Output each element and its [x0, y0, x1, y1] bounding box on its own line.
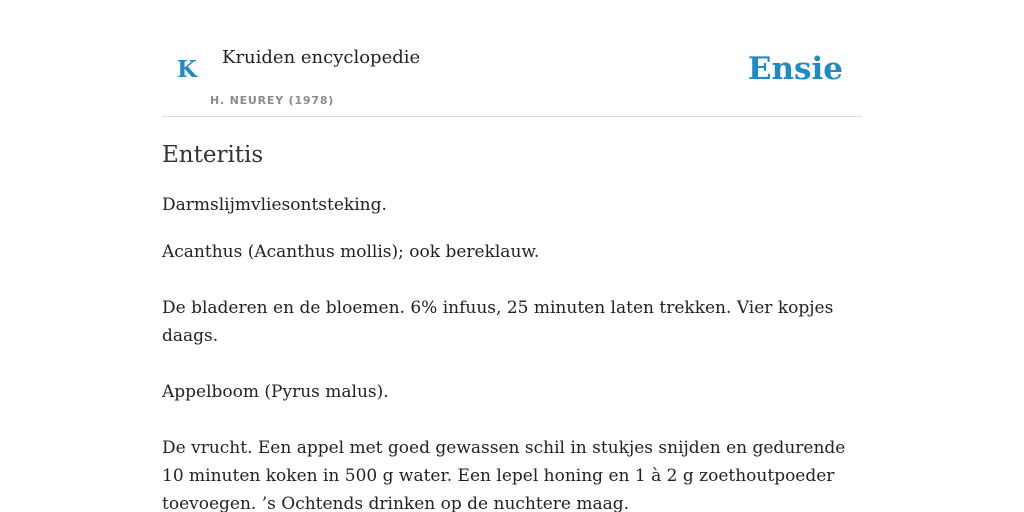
entry-content [162, 191, 862, 512]
book-letter-icon[interactable]: K [177, 56, 197, 83]
header [162, 0, 862, 117]
entry-definition: Darmslijmvliesontsteking. [162, 195, 387, 215]
book-title-link[interactable]: Kruiden encyclopedie [222, 47, 421, 68]
entry-paragraph: Acanthus (Acanthus mollis); ook bereklauw. [162, 242, 540, 262]
page [162, 0, 862, 512]
site-logo[interactable]: Ensie [747, 51, 843, 87]
entry-title: Enteritis [162, 142, 264, 168]
book-author: H. NEUREY (1978) [210, 94, 335, 107]
entry-paragraph: De vrucht. Een appel met goed gewassen schil in stukjes snijden en gedurende 10 minuten koken in 500 g water. Een lepel honing en 1 à 2 g zoethoutpoeder toevoegen. ’s Ochtends drinken op de nuchtere maag. [162, 438, 846, 512]
entry-paragraph: Appelboom (Pyrus malus). [162, 382, 389, 402]
entry-paragraph: De bladeren en de bloemen. 6% infuus, 25 minuten laten trekken. Vier kopjes daags. [162, 298, 834, 346]
